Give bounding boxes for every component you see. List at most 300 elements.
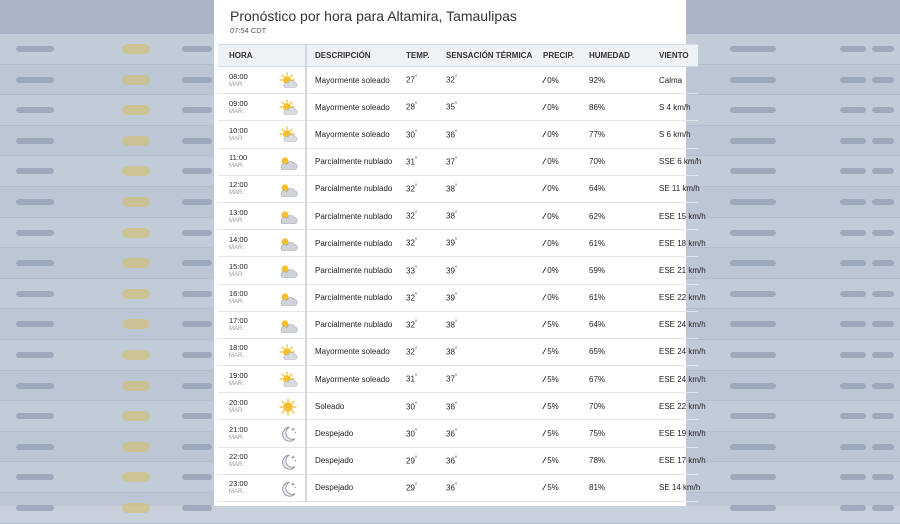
- background-blur: [872, 199, 894, 205]
- raindrop-icon: /: [541, 184, 547, 194]
- degree-symbol: °: [454, 401, 458, 408]
- wind-cell: Calma: [651, 67, 698, 94]
- degree-symbol: °: [454, 211, 458, 218]
- degree-symbol: °: [454, 455, 458, 462]
- degree-symbol: °: [414, 347, 418, 354]
- degree-symbol: °: [414, 156, 418, 163]
- column-header-hora[interactable]: HORA: [218, 45, 306, 67]
- raindrop-icon: /: [541, 320, 547, 330]
- day-label: MAR.: [229, 217, 244, 224]
- background-blur: [16, 168, 54, 174]
- background-weather-icon: [122, 350, 150, 360]
- update-time: 07:54 CDT: [230, 26, 267, 35]
- degree-symbol: °: [414, 428, 418, 435]
- feels-like-cell: [438, 366, 535, 393]
- background-weather-icon: [122, 381, 150, 391]
- hourly-forecast-panel: [214, 0, 706, 506]
- hour-cell: [218, 67, 306, 94]
- temperature-value: 31: [406, 157, 415, 167]
- degree-symbol: °: [454, 319, 458, 326]
- description-cell: Parcialmente nublado: [306, 311, 398, 338]
- humidity-cell: 64%: [581, 175, 651, 202]
- background-blur: [16, 199, 54, 205]
- background-blur: [730, 383, 776, 389]
- hour-cell: [218, 284, 306, 311]
- partly-cloudy-icon: [278, 154, 298, 172]
- background-blur: [840, 260, 866, 266]
- feels-like-value: 36: [446, 130, 455, 140]
- table-row[interactable]: [218, 175, 698, 202]
- column-header-humedad[interactable]: HUMEDAD: [581, 45, 651, 67]
- partly-sunny-icon: [278, 72, 298, 90]
- background-blur: [182, 230, 212, 236]
- day-label: MAR.: [229, 489, 244, 496]
- hour-label: 21:00: [229, 425, 248, 435]
- wind-cell: SSE 6 km/h: [651, 148, 698, 175]
- background-blur: [182, 413, 212, 419]
- table-row[interactable]: [218, 420, 698, 447]
- description-cell: Parcialmente nublado: [306, 257, 398, 284]
- hour-cell: [218, 257, 306, 284]
- feels-like-cell: [438, 202, 535, 229]
- hour-cell: [218, 202, 306, 229]
- raindrop-icon: /: [541, 102, 547, 112]
- hourly-forecast-table: [218, 44, 706, 502]
- background-blur: [840, 291, 866, 297]
- hour-label: 22:00: [229, 452, 248, 462]
- background-blur: [730, 291, 776, 297]
- sunny-icon: [278, 398, 298, 416]
- precip-value: 5%: [547, 483, 559, 493]
- precip-value: 0%: [547, 157, 559, 167]
- partly-sunny-icon: [278, 99, 298, 117]
- raindrop-icon: /: [541, 429, 547, 439]
- background-blur: [872, 383, 894, 389]
- humidity-cell: 86%: [581, 94, 651, 121]
- background-blur: [872, 505, 894, 511]
- feels-like-value: 38: [446, 320, 455, 330]
- precip-cell: [535, 121, 581, 148]
- temperature-cell: [398, 393, 438, 420]
- temperature-value: 28: [406, 103, 415, 113]
- background-weather-icon: [122, 289, 150, 299]
- temperature-cell: [398, 420, 438, 447]
- precip-value: 0%: [547, 184, 559, 194]
- temperature-value: 30: [406, 402, 415, 412]
- temperature-value: 30: [406, 429, 415, 439]
- precip-cell: [535, 148, 581, 175]
- precip-value: 0%: [547, 75, 559, 85]
- background-blur: [182, 199, 212, 205]
- precip-cell: [535, 67, 581, 94]
- partly-cloudy-icon: [278, 317, 298, 335]
- temperature-cell: [398, 148, 438, 175]
- column-header-viento[interactable]: VIENTO: [651, 45, 698, 67]
- background-blur: [16, 138, 54, 144]
- temperature-value: 27: [406, 75, 415, 85]
- feels-like-cell: [438, 257, 535, 284]
- feels-like-value: 35: [446, 103, 455, 113]
- background-blur: [840, 199, 866, 205]
- column-header-temp[interactable]: TEMP.: [398, 45, 438, 67]
- temperature-value: 30: [406, 130, 415, 140]
- feels-like-cell: [438, 175, 535, 202]
- temperature-cell: [398, 366, 438, 393]
- humidity-cell: 77%: [581, 121, 651, 148]
- precip-cell: [535, 202, 581, 229]
- wind-cell: ESE 18 km/h: [651, 230, 698, 257]
- feels-like-value: 38: [446, 347, 455, 357]
- background-blur: [182, 444, 212, 450]
- background-blur: [840, 230, 866, 236]
- raindrop-icon: /: [541, 456, 547, 466]
- feels-like-value: 39: [446, 266, 455, 276]
- table-row[interactable]: [218, 257, 698, 284]
- background-blur: [872, 138, 894, 144]
- feels-like-value: 32: [446, 75, 455, 85]
- day-label: MAR.: [229, 190, 244, 197]
- precip-cell: [535, 366, 581, 393]
- precip-cell: [535, 393, 581, 420]
- background-blur: [872, 474, 894, 480]
- temperature-value: 29: [406, 456, 415, 466]
- background-blur: [730, 505, 776, 511]
- description-cell: Parcialmente nublado: [306, 284, 398, 311]
- table-row[interactable]: [218, 366, 698, 393]
- precip-value: 5%: [547, 347, 559, 357]
- background-blur: [872, 46, 894, 52]
- background-blur: [182, 383, 212, 389]
- background-blur: [16, 383, 54, 389]
- background-blur: [182, 77, 212, 83]
- temperature-value: 32: [406, 239, 415, 249]
- background-blur: [872, 260, 894, 266]
- precip-cell: [535, 447, 581, 474]
- background-weather-icon: [122, 442, 150, 452]
- feels-like-cell: [438, 284, 535, 311]
- hour-cell: [218, 366, 306, 393]
- hour-label: 18:00: [229, 343, 248, 353]
- background-weather-icon: [122, 197, 150, 207]
- feels-like-value: 37: [446, 374, 455, 384]
- background-blur: [840, 77, 866, 83]
- humidity-cell: 70%: [581, 393, 651, 420]
- hour-cell: [218, 230, 306, 257]
- background-blur: [730, 230, 776, 236]
- temperature-cell: [398, 447, 438, 474]
- degree-symbol: °: [414, 292, 418, 299]
- precip-cell: [535, 284, 581, 311]
- temperature-cell: [398, 257, 438, 284]
- precip-value: 0%: [547, 129, 559, 139]
- raindrop-icon: /: [541, 293, 547, 303]
- raindrop-icon: /: [541, 483, 547, 493]
- background-blur: [16, 413, 54, 419]
- background-blur: [872, 77, 894, 83]
- background-blur: [730, 413, 776, 419]
- background-blur: [182, 107, 212, 113]
- day-label: MAR.: [229, 326, 244, 333]
- table-row[interactable]: [218, 148, 698, 175]
- temperature-value: 32: [406, 347, 415, 357]
- raindrop-icon: /: [541, 374, 547, 384]
- background-blur: [730, 77, 776, 83]
- table-row[interactable]: [218, 311, 698, 338]
- temperature-value: 33: [406, 266, 415, 276]
- wind-cell: SE 11 km/h: [651, 175, 698, 202]
- wind-cell: ESE 24 km/h: [651, 311, 698, 338]
- day-label: MAR.: [229, 407, 244, 414]
- hour-label: 23:00: [229, 479, 248, 489]
- wind-cell: SE 14 km/h: [651, 474, 698, 501]
- table-row[interactable]: [218, 284, 698, 311]
- background-blur: [872, 230, 894, 236]
- background-blur: [182, 46, 212, 52]
- raindrop-icon: /: [541, 75, 547, 85]
- degree-symbol: °: [414, 75, 418, 82]
- table-row[interactable]: [218, 338, 698, 365]
- table-row[interactable]: [218, 202, 698, 229]
- table-row[interactable]: [218, 230, 698, 257]
- hour-label: 10:00: [229, 125, 248, 135]
- degree-symbol: °: [414, 455, 418, 462]
- hour-label: 09:00: [229, 98, 248, 108]
- description-cell: Despejado: [306, 420, 398, 447]
- raindrop-icon: /: [541, 129, 547, 139]
- temperature-cell: [398, 121, 438, 148]
- description-cell: Parcialmente nublado: [306, 175, 398, 202]
- precip-value: 5%: [547, 374, 559, 384]
- degree-symbol: °: [454, 75, 458, 82]
- background-blur: [16, 230, 54, 236]
- hour-cell: [218, 338, 306, 365]
- temperature-value: 32: [406, 184, 415, 194]
- precip-cell: [535, 175, 581, 202]
- temperature-cell: [398, 67, 438, 94]
- temperature-cell: [398, 175, 438, 202]
- humidity-cell: 59%: [581, 257, 651, 284]
- table-header-row: [218, 45, 698, 67]
- raindrop-icon: /: [541, 157, 547, 167]
- degree-symbol: °: [454, 102, 458, 109]
- raindrop-icon: /: [541, 265, 547, 275]
- temperature-value: 29: [406, 483, 415, 493]
- table-row[interactable]: [218, 393, 698, 420]
- background-blur: [840, 413, 866, 419]
- background-blur: [872, 413, 894, 419]
- precip-cell: [535, 94, 581, 121]
- hour-label: 20:00: [229, 397, 248, 407]
- background-weather-icon: [122, 105, 150, 115]
- background-blur: [872, 444, 894, 450]
- wind-cell: ESE 19 km/h: [651, 420, 698, 447]
- precip-cell: [535, 230, 581, 257]
- feels-like-value: 36: [446, 429, 455, 439]
- background-blur: [182, 168, 212, 174]
- hour-label: 17:00: [229, 316, 248, 326]
- degree-symbol: °: [414, 401, 418, 408]
- background-blur: [840, 138, 866, 144]
- clear-night-icon: [278, 425, 298, 443]
- hour-label: 08:00: [229, 71, 248, 81]
- degree-symbol: °: [454, 347, 458, 354]
- partly-sunny-icon: [278, 344, 298, 362]
- precip-value: 5%: [547, 429, 559, 439]
- background-blur: [16, 260, 54, 266]
- humidity-cell: 65%: [581, 338, 651, 365]
- humidity-cell: 62%: [581, 202, 651, 229]
- hour-cell: [218, 420, 306, 447]
- description-cell: Soleado: [306, 393, 398, 420]
- column-header-descripcion[interactable]: DESCRIPCIÓN: [306, 45, 398, 67]
- background-blur: [872, 291, 894, 297]
- humidity-cell: 92%: [581, 67, 651, 94]
- raindrop-icon: /: [541, 211, 547, 221]
- humidity-cell: 70%: [581, 148, 651, 175]
- background-blur: [872, 352, 894, 358]
- feels-like-cell: [438, 230, 535, 257]
- background-weather-icon: [122, 75, 150, 85]
- degree-symbol: °: [414, 238, 418, 245]
- degree-symbol: °: [414, 319, 418, 326]
- background-blur: [730, 168, 776, 174]
- background-blur: [840, 474, 866, 480]
- feels-like-value: 39: [446, 239, 455, 249]
- background-blur: [840, 352, 866, 358]
- table-row[interactable]: [218, 474, 698, 501]
- humidity-cell: 67%: [581, 366, 651, 393]
- temperature-value: 31: [406, 374, 415, 384]
- degree-symbol: °: [454, 238, 458, 245]
- description-cell: Mayormente soleado: [306, 67, 398, 94]
- degree-symbol: °: [414, 102, 418, 109]
- degree-symbol: °: [414, 184, 418, 191]
- humidity-cell: 61%: [581, 230, 651, 257]
- background-blur: [840, 168, 866, 174]
- background-blur: [16, 107, 54, 113]
- background-blur: [730, 352, 776, 358]
- wind-cell: ESE 24 km/h: [651, 338, 698, 365]
- description-cell: Parcialmente nublado: [306, 230, 398, 257]
- hour-label: 12:00: [229, 180, 248, 190]
- feels-like-cell: [438, 148, 535, 175]
- background-blur: [182, 260, 212, 266]
- hour-label: 16:00: [229, 289, 248, 299]
- partly-sunny-icon: [278, 371, 298, 389]
- degree-symbol: °: [454, 428, 458, 435]
- degree-symbol: °: [454, 265, 458, 272]
- hour-cell: [218, 94, 306, 121]
- column-header-precip[interactable]: PRECIP.: [535, 45, 581, 67]
- feels-like-cell: [438, 311, 535, 338]
- background-blur: [840, 383, 866, 389]
- raindrop-icon: /: [541, 238, 547, 248]
- background-blur: [182, 321, 212, 327]
- degree-symbol: °: [414, 374, 418, 381]
- humidity-cell: 78%: [581, 447, 651, 474]
- clear-night-icon: [278, 453, 298, 471]
- background-blur: [730, 260, 776, 266]
- background-blur: [840, 46, 866, 52]
- background-weather-icon: [122, 472, 150, 482]
- feels-like-value: 38: [446, 211, 455, 221]
- degree-symbol: °: [414, 211, 418, 218]
- background-weather-icon: [122, 411, 150, 421]
- background-blur: [182, 352, 212, 358]
- background-blur: [16, 291, 54, 297]
- hour-cell: [218, 148, 306, 175]
- table-row[interactable]: [218, 447, 698, 474]
- background-weather-icon: [122, 258, 150, 268]
- feels-like-value: 36: [446, 483, 455, 493]
- precip-value: 5%: [547, 456, 559, 466]
- background-blur: [840, 444, 866, 450]
- feels-like-value: 39: [446, 293, 455, 303]
- feels-like-cell: [438, 121, 535, 148]
- description-cell: Despejado: [306, 474, 398, 501]
- column-header-sensacion[interactable]: SENSACIÓN TÉRMICA: [438, 45, 535, 67]
- precip-cell: [535, 338, 581, 365]
- day-label: MAR.: [229, 299, 244, 306]
- background-blur: [730, 138, 776, 144]
- precip-value: 0%: [547, 293, 559, 303]
- day-label: MAR.: [229, 108, 244, 115]
- wind-cell: S 6 km/h: [651, 121, 698, 148]
- wind-cell: S 4 km/h: [651, 94, 698, 121]
- precip-value: 0%: [547, 265, 559, 275]
- table-row[interactable]: [218, 94, 698, 121]
- hour-cell: [218, 121, 306, 148]
- temperature-cell: [398, 474, 438, 501]
- temperature-cell: [398, 202, 438, 229]
- precip-cell: [535, 474, 581, 501]
- wind-cell: ESE 22 km/h: [651, 284, 698, 311]
- background-blur: [730, 321, 776, 327]
- precip-cell: [535, 257, 581, 284]
- feels-like-value: 36: [446, 456, 455, 466]
- table-row[interactable]: [218, 67, 698, 94]
- background-blur: [16, 77, 54, 83]
- description-cell: Mayormente soleado: [306, 121, 398, 148]
- background-blur: [16, 46, 54, 52]
- wind-cell: ESE 24 km/h: [651, 366, 698, 393]
- day-label: MAR.: [229, 135, 244, 142]
- hour-cell: [218, 393, 306, 420]
- precip-value: 5%: [547, 320, 559, 330]
- description-cell: Parcialmente nublado: [306, 148, 398, 175]
- description-cell: Despejado: [306, 447, 398, 474]
- raindrop-icon: /: [541, 401, 547, 411]
- degree-symbol: °: [414, 483, 418, 490]
- background-blur: [730, 199, 776, 205]
- partly-cloudy-icon: [278, 208, 298, 226]
- table-row[interactable]: [218, 121, 698, 148]
- background-weather-icon: [122, 228, 150, 238]
- hour-label: 11:00: [229, 153, 248, 163]
- background-blur: [730, 474, 776, 480]
- partly-sunny-icon: [278, 126, 298, 144]
- description-cell: Parcialmente nublado: [306, 202, 398, 229]
- background-blur: [872, 321, 894, 327]
- degree-symbol: °: [414, 265, 418, 272]
- background-weather-icon: [122, 319, 150, 329]
- precip-cell: [535, 311, 581, 338]
- feels-like-cell: [438, 94, 535, 121]
- day-label: MAR.: [229, 244, 244, 251]
- day-label: MAR.: [229, 462, 244, 469]
- feels-like-cell: [438, 420, 535, 447]
- temperature-cell: [398, 311, 438, 338]
